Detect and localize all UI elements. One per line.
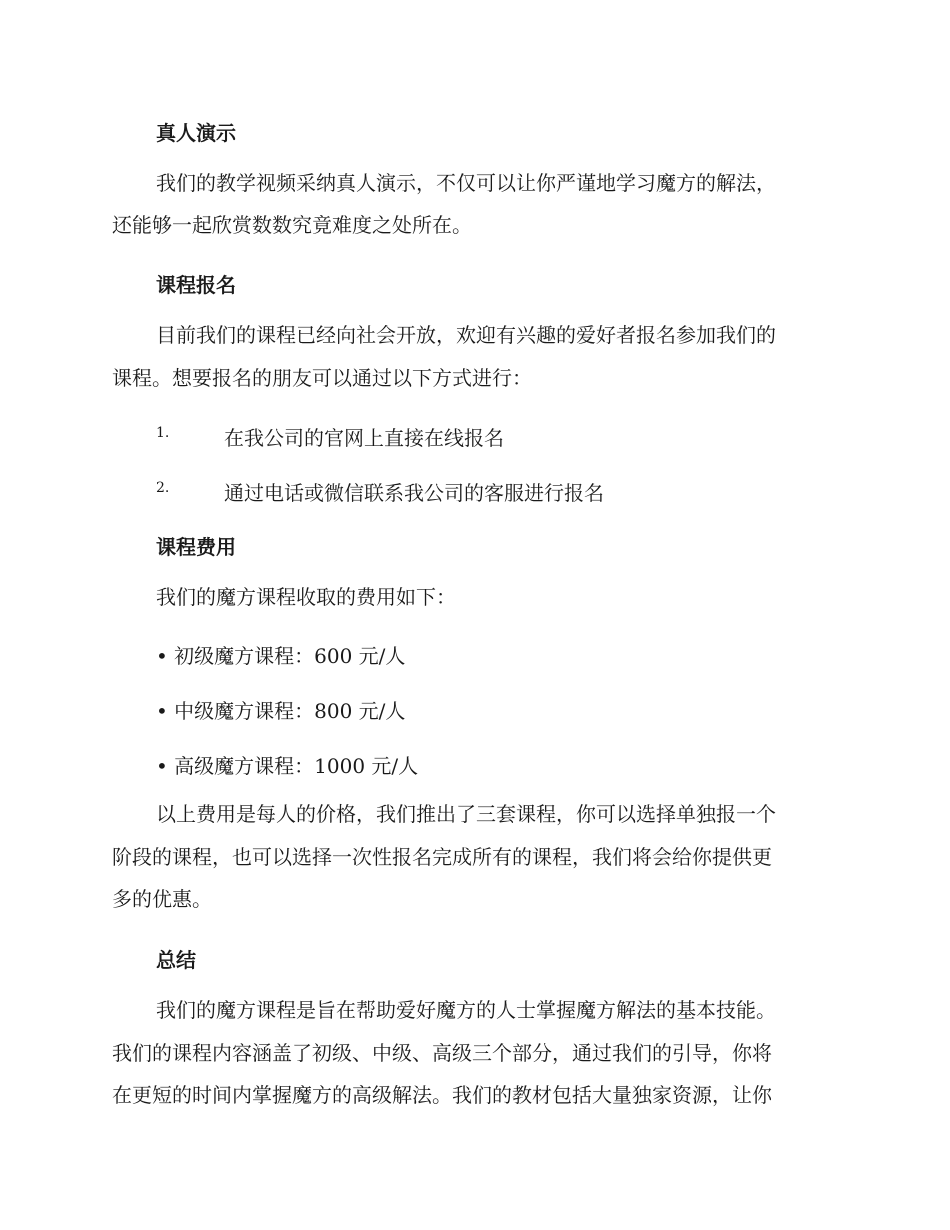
list-number: 2. bbox=[156, 480, 170, 496]
paragraph-line: 阶段的课程，也可以选择一次性报名完成所有的课程，我们将会给你提供更 bbox=[112, 845, 772, 869]
section-heading-summary: 总结 bbox=[156, 948, 196, 972]
list-item-text: 在我公司的官网上直接在线报名 bbox=[224, 426, 504, 450]
paragraph-line: 我们的魔方课程是旨在帮助爱好魔方的人士掌握魔方解法的基本技能。 bbox=[156, 998, 776, 1022]
paragraph-line: 还能够一起欣赏数数究竟难度之处所在。 bbox=[112, 213, 472, 237]
paragraph-line: 目前我们的课程已经向社会开放，欢迎有兴趣的爱好者报名参加我们的 bbox=[156, 323, 776, 347]
paragraph-line: 我们的课程内容涵盖了初级、中级、高级三个部分，通过我们的引导，你将 bbox=[112, 1041, 772, 1065]
section-heading-fees: 课程费用 bbox=[156, 535, 236, 559]
fee-bullet-item: • 初级魔方课程：600 元/人 bbox=[156, 644, 406, 668]
list-item-text: 通过电话或微信联系我公司的客服进行报名 bbox=[224, 481, 604, 505]
paragraph-line: 我们的教学视频采纳真人演示，不仅可以让你严谨地学习魔方的解法， bbox=[156, 171, 776, 195]
section-heading-demo: 真人演示 bbox=[156, 121, 236, 145]
paragraph-line: 课程。想要报名的朋友可以通过以下方式进行： bbox=[112, 366, 532, 390]
paragraph-line: 我们的魔方课程收取的费用如下： bbox=[156, 585, 456, 609]
paragraph-line: 多的优惠。 bbox=[112, 887, 212, 911]
paragraph-line: 以上费用是每人的价格，我们推出了三套课程，你可以选择单独报一个 bbox=[156, 802, 776, 826]
fee-bullet-item: • 高级魔方课程：1000 元/人 bbox=[156, 754, 419, 778]
section-heading-signup: 课程报名 bbox=[156, 273, 236, 297]
list-number: 1. bbox=[156, 425, 170, 441]
fee-bullet-item: • 中级魔方课程：800 元/人 bbox=[156, 699, 406, 723]
paragraph-line: 在更短的时间内掌握魔方的高级解法。我们的教材包括大量独家资源，让你 bbox=[112, 1083, 772, 1107]
